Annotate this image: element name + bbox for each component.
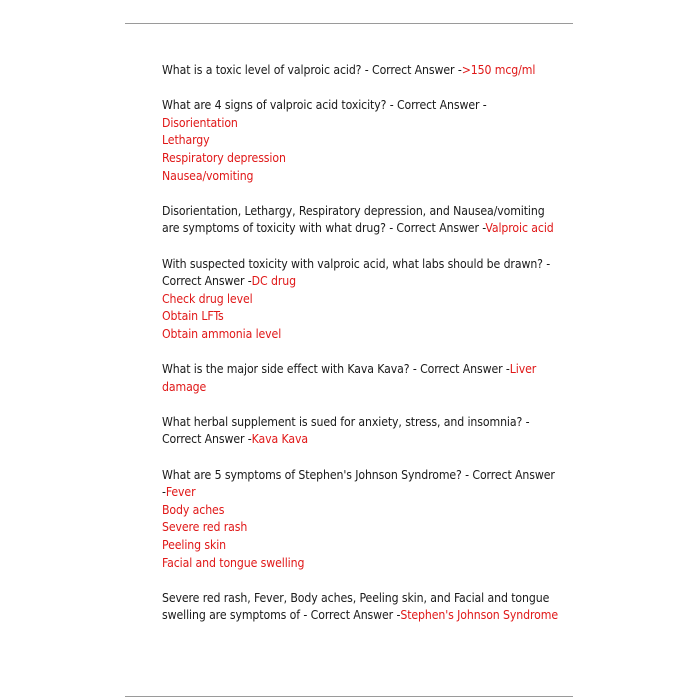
answer-text: Kava Kava — [251, 432, 309, 447]
answer-line: Nausea/vomiting — [162, 168, 254, 183]
answer-text: Fever — [165, 485, 196, 500]
qa-item — [162, 590, 562, 625]
answer-line: Severe red rash — [162, 520, 248, 535]
answer-line: Lethargy — [162, 133, 210, 148]
question-text: What is a toxic level of valproic acid? - Correct Answer - — [162, 63, 462, 77]
question-text: What are 5 symptoms of Stephen's Johnson Syndrome? - Correct Answer - — [162, 467, 555, 500]
qa-item — [162, 97, 562, 185]
page-bottom-rule — [125, 696, 573, 697]
question-text: With suspected toxicity with valproic acid, what labs should be drawn? - Correct Answer - — [162, 256, 551, 289]
question-text: Disorientation, Lethargy, Respiratory depression, and Nausea/vomiting are symptoms of toxicity with what drug? - Correct Answer - — [162, 203, 545, 236]
qa-item — [162, 62, 562, 80]
answer-text: Stephen's Johnson Syndrome — [400, 608, 558, 623]
qa-item — [162, 256, 562, 344]
answer-line: Respiratory depression — [162, 150, 286, 165]
qa-item — [162, 203, 562, 238]
document-body — [162, 62, 562, 643]
answer-line: Obtain LFTs — [162, 309, 224, 324]
answer-text: DC drug — [251, 274, 296, 289]
question-text: What are 4 signs of valproic acid toxicity? - Correct Answer - — [162, 98, 487, 113]
question-text: What is the major side effect with Kava Kava? - Correct Answer - — [162, 362, 510, 377]
question-text: Severe red rash, Fever, Body aches, Peeling skin, and Facial and tongue swelling are symptoms of - Correct Answer - — [162, 590, 550, 623]
qa-item — [162, 361, 562, 396]
page-top-rule — [125, 23, 573, 24]
answer-line: Obtain ammonia level — [162, 326, 282, 341]
answer-text: Disorientation — [162, 115, 238, 130]
answer-line: Check drug level — [162, 291, 253, 306]
answer-line: Body aches — [162, 502, 225, 517]
qa-item — [162, 467, 562, 573]
question-text: What herbal supplement is sued for anxiety, stress, and insomnia? - Correct Answer - — [162, 414, 530, 447]
answer-text: Valproic acid — [485, 221, 554, 236]
qa-item — [162, 414, 562, 449]
answer-line: Facial and tongue swelling — [162, 555, 305, 570]
answer-line: Peeling skin — [162, 538, 227, 553]
answer-text: >150 mcg/ml — [461, 63, 536, 77]
answer-text: Liver damage — [162, 362, 537, 394]
